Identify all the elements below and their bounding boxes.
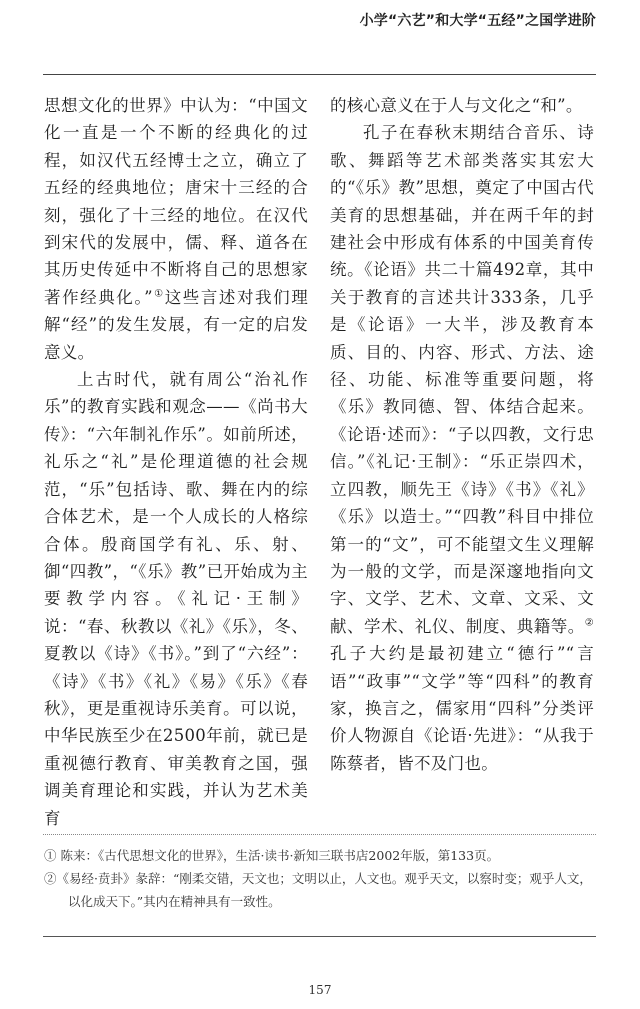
running-head: 小学“六艺”和大学“五经”之国学进阶 bbox=[359, 13, 596, 29]
footnote-marker-1: ① bbox=[152, 288, 165, 300]
left-paragraph-1 bbox=[44, 92, 308, 366]
footnote-marker-2: ② bbox=[584, 617, 594, 629]
header-rule bbox=[43, 74, 596, 75]
footer-rule bbox=[43, 936, 596, 937]
footnote-2: ②《易经·贲卦》彖辞：“刚柔交错，天文也；文明以止，人文也。观乎天文，以察时变；观乎人文，以化成天下。”其内在精神具有一致性。 bbox=[44, 871, 592, 909]
footnote-divider bbox=[43, 834, 596, 835]
left-column bbox=[44, 92, 308, 832]
right-paragraph-1: 的核心意义在于人与文化之“和”。 bbox=[330, 96, 583, 115]
left-paragraph-1-text-b: 这些言述对我们理解“经”的发生发展，有一定的启发意义。 bbox=[44, 287, 308, 362]
footnote-1: ① 陈来：《古代思想文化的世界》，生活·读书·新知三联书店2002年版，第133页。 bbox=[44, 848, 500, 863]
right-paragraph-2-text-b: 孔子大约是最初建立“德行”“言语”“政事”“文学”等“四科”的教育家，换言之，儒家用“四科”分类评价人物源自《论语·先进》：“从我于陈蔡者，皆不及门也。 bbox=[330, 644, 594, 773]
right-paragraph-2 bbox=[330, 119, 594, 777]
right-paragraph-2-text-a: 孔子在春秋末期结合音乐、诗歌、舞蹈等艺术部类落实其宏大的“《乐》教”思想，奠定了中国古代美育的思想基础，并在两千年的封建社会中形成有体系的中国美育传统。《论语》共二十篇492章，其中关于教育的言述共计333条，几乎是《论语》一大半，涉及教育本质、目的、内容、形式、方法、途径、功能、标准等重要问题，将《乐》教同德、智、体结合起来。《论语·述而》：“子以四教，文行忠信。”《礼记·王制》：“乐正崇四术，立四教，顺先王《诗》《书》《礼》《乐》以造士。”“四教”科目中排位第一的“文”，可不能望文生义理解为一般的文学，而是深邃地指向文字、文学、艺术、文章、文采、文献、学术、礼仪、制度、典籍等。 bbox=[330, 123, 594, 636]
right-column bbox=[330, 92, 594, 777]
footnotes bbox=[44, 844, 596, 913]
left-paragraph-1-text-a: 思想文化的世界》中认为：“中国文化一直是一个不断的经典化的过程，如汉代五经博士之立，确立了五经的经典地位；唐宋十三经的合刻，强化了十三经的地位。在汉代到宋代的发展中，儒、释、道各在其历史传延中不断将自己的思想家著作经典化。” bbox=[44, 96, 308, 307]
left-paragraph-2: 上古时代，就有周公“治礼作乐”的教育实践和观念——《尚书大传》：“六年制礼作乐”。如前所述，礼乐之“礼”是伦理道德的社会规范，“乐”包括诗、歌、舞在内的综合体艺术，是一个人成长的人格综合体。殷商国学有礼、乐、射、御“四教”，“《乐》教”已开始成为主要教学内容。《礼记·王制》说：“春、秋教以《礼》《乐》，冬、夏教以《诗》《书》。”到了“六经”：《诗》《书》《礼》《易》《乐》《春秋》，更是重视诗乐美育。可以说，中华民族至少在2500年前，就已是重视德行教育、审美教育之国，强调美育理论和实践，并认为艺术美育 bbox=[44, 370, 308, 828]
page-number: 157 bbox=[308, 983, 332, 997]
